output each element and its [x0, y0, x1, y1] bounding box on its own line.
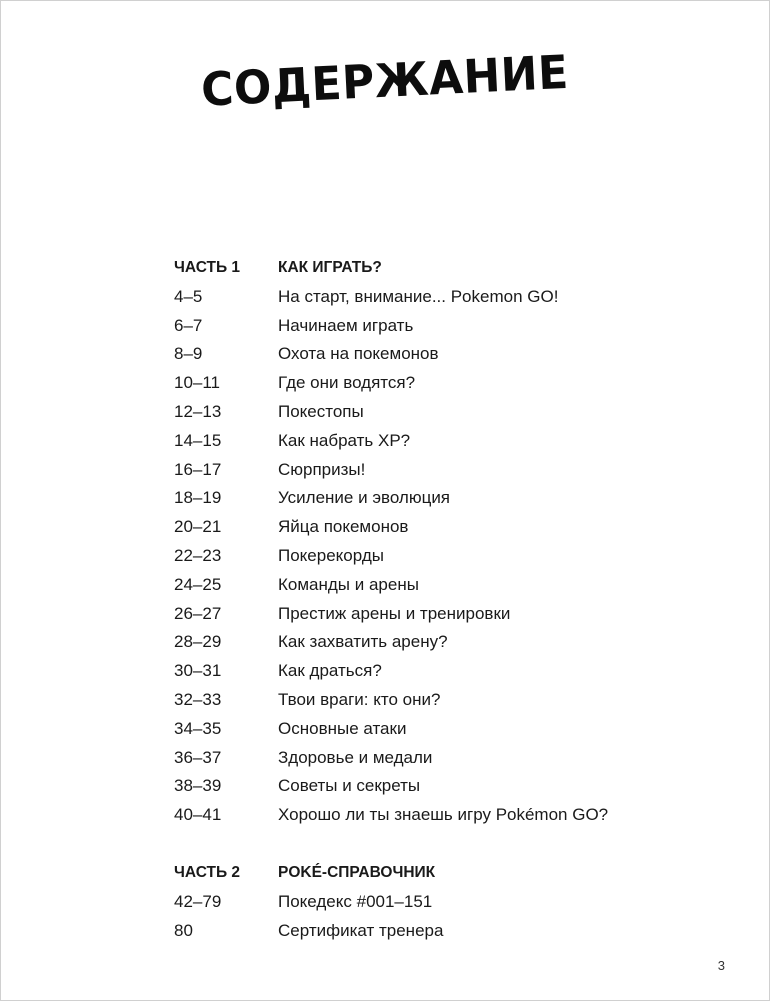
toc-entry	[174, 542, 734, 571]
toc-entry	[174, 917, 734, 946]
toc-entry-title: Яйца покемонов	[278, 517, 409, 537]
toc-entry	[174, 772, 734, 801]
toc-entry-title: Команды и арены	[278, 574, 419, 594]
toc-entry-pages: 26–27	[174, 603, 222, 623]
toc-entry	[174, 427, 734, 456]
toc-entry	[174, 628, 734, 657]
toc-entry-title: Где они водятся?	[278, 373, 416, 393]
toc-entry-pages: 20–21	[174, 517, 222, 537]
toc-entry-title: Хорошо ли ты знаешь игру Pokémon GO?	[278, 805, 609, 825]
toc-entry-title: Престиж арены и тренировки	[278, 603, 511, 623]
toc-entry	[174, 801, 734, 830]
page-title	[0, 45, 770, 118]
page-number: 3	[717, 958, 725, 973]
section-gap	[174, 830, 734, 859]
part2-label: ЧАСТЬ 2	[174, 863, 241, 881]
toc-entry-pages: 14–15	[174, 430, 222, 450]
toc-entry-pages: 4–5	[174, 286, 203, 306]
toc-entry-title: Усиление и эволюция	[278, 488, 451, 508]
toc-entry	[174, 715, 734, 744]
toc-entry	[174, 398, 734, 427]
page-title-text: СОДЕРЖАНИЕ	[200, 45, 570, 118]
toc-entry	[174, 744, 734, 773]
toc-entry	[174, 657, 734, 686]
toc-entry-title: Покедекс #001–151	[278, 891, 433, 911]
table-of-contents	[174, 254, 734, 945]
toc-entry-pages: 36–37	[174, 747, 222, 767]
toc-entry-title: Твои враги: кто они?	[278, 689, 441, 709]
part2-heading	[174, 859, 734, 888]
part1-title: КАК ИГРАТЬ?	[278, 259, 382, 276]
toc-entry	[174, 571, 734, 600]
toc-entry-title: Охота на покемонов	[278, 344, 439, 364]
toc-entry	[174, 340, 734, 369]
toc-entry-title: Начинаем играть	[278, 315, 414, 335]
toc-entry	[174, 283, 734, 312]
toc-entry-title: Основные атаки	[278, 718, 407, 738]
toc-entry-pages: 42–79	[174, 891, 222, 911]
toc-entry-title: Покестопы	[278, 401, 364, 421]
part1-heading	[174, 254, 734, 283]
toc-entry	[174, 369, 734, 398]
toc-entry	[174, 686, 734, 715]
toc-entry-pages: 24–25	[174, 574, 222, 594]
part1-label: ЧАСТЬ 1	[174, 259, 241, 276]
toc-entry	[174, 484, 734, 513]
toc-entry-title: Здоровье и медали	[278, 747, 433, 767]
toc-entry	[174, 600, 734, 629]
toc-entry-title: Сюрпризы!	[278, 459, 366, 479]
toc-entry-pages: 80	[174, 920, 193, 940]
toc-entry-pages: 22–23	[174, 545, 222, 565]
toc-entry-pages: 16–17	[174, 459, 222, 479]
toc-entry-pages: 18–19	[174, 488, 222, 508]
toc-entry-pages: 8–9	[174, 344, 203, 364]
toc-entry-title: На старт, внимание... Pokemon GO!	[278, 286, 559, 306]
toc-entry-title: Как набрать ХР?	[278, 430, 411, 450]
toc-entry-pages: 10–11	[174, 373, 221, 393]
toc-entry	[174, 513, 734, 542]
toc-entry	[174, 456, 734, 485]
toc-entry	[174, 312, 734, 341]
toc-entry-title: Покерекорды	[278, 545, 384, 565]
toc-entry-pages: 34–35	[174, 718, 222, 738]
toc-entry-pages: 38–39	[174, 776, 222, 796]
toc-entry-pages: 6–7	[174, 315, 203, 335]
toc-entry	[174, 888, 734, 917]
toc-entry-pages: 12–13	[174, 401, 222, 421]
toc-entry-pages: 32–33	[174, 689, 222, 709]
toc-entry-title: Как захватить арену?	[278, 632, 448, 652]
toc-entry-pages: 30–31	[174, 661, 222, 681]
toc-entry-title: Сертификат тренера	[278, 920, 444, 940]
toc-entry-title: Советы и секреты	[278, 776, 421, 796]
toc-entry-title: Как драться?	[278, 661, 382, 681]
toc-entry-pages: 40–41	[174, 805, 222, 825]
part2-title: POKÉ-СПРАВОЧНИК	[278, 863, 436, 881]
toc-entry-pages: 28–29	[174, 632, 222, 652]
